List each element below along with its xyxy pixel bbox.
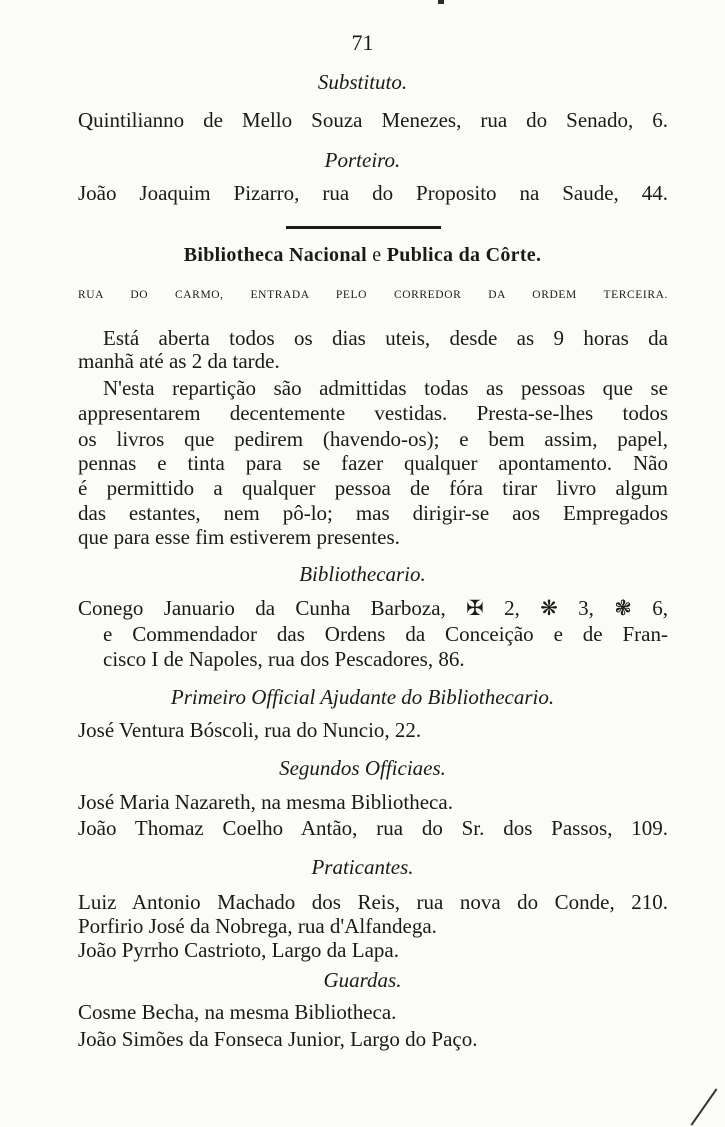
entry-segundos-officiaes: José Maria Nazareth, na mesma Bibliotheca.	[78, 790, 453, 814]
entry-bibliothecario: cisco I de Napoles, rua dos Pescadores, 86.	[103, 647, 465, 671]
paragraph-line: das estantes, nem pô-lo; mas dirigir-se aos Empregados	[78, 501, 668, 525]
entry-bibliothecario: e Commendador das Ordens da Conceição e de Fran-	[103, 622, 668, 646]
heading-guardas: Guardas.	[323, 968, 402, 992]
paragraph-line: os livros que pedirem (havendo-os); e bem assim, papel,	[78, 427, 668, 451]
paragraph-line: que para esse fim estiverem presentes.	[78, 525, 400, 549]
paragraph-line: pennas e tinta para se fazer qualquer apontamento. Não	[78, 451, 668, 475]
entry-porteiro: João Joaquim Pizarro, rua do Proposito na Saude, 44.	[78, 181, 668, 205]
heading-segundos-officiaes: Segundos Officiaes.	[279, 756, 446, 780]
page-number: 71	[351, 30, 374, 55]
entry-substituto: Quintilianno de Mello Souza Menezes, rua do Senado, 6.	[78, 108, 668, 132]
paragraph-line: Está aberta todos os dias uteis, desde as 9 horas da	[103, 326, 668, 350]
entry-guardas: Cosme Becha, na mesma Bibliotheca.	[78, 1000, 397, 1024]
margin-stroke	[691, 1088, 718, 1125]
heading-substituto: Substituto.	[317, 70, 408, 94]
address-line: RUA DO CARMO, ENTRADA PELO CORREDOR DA ORDEM TERCEIRA.	[78, 289, 668, 301]
section-divider	[286, 226, 441, 229]
entry-primeiro-official: José Ventura Bóscoli, rua do Nuncio, 22.	[78, 718, 422, 742]
print-mark	[438, 0, 444, 4]
section-title	[0, 244, 725, 267]
entry-segundos-officiaes: João Thomaz Coelho Antão, rua do Sr. dos Passos, 109.	[78, 816, 668, 840]
title-conjunction: e	[372, 244, 382, 266]
paragraph-line: manhã até as 2 da tarde.	[78, 349, 280, 373]
title-part-b: Publica da Côrte.	[386, 244, 542, 266]
entry-praticantes: Luiz Antonio Machado dos Reis, rua nova do Conde, 210.	[78, 890, 668, 914]
heading-primeiro-official: Primeiro Official Ajudante do Bibliothecario.	[170, 685, 555, 709]
heading-porteiro: Porteiro.	[324, 148, 401, 172]
paragraph-line: appresentarem decentemente vestidas. Presta-se-lhes todos	[78, 401, 668, 425]
title-part-a: Bibliotheca Nacional	[183, 244, 367, 266]
heading-praticantes: Praticantes.	[311, 855, 414, 879]
entry-bibliothecario: Conego Januario da Cunha Barboza, ✠ 2, ❋ 3, ❃ 6,	[78, 596, 668, 620]
paragraph-line: N'esta repartição são admittidas todas as pessoas que se	[103, 376, 668, 400]
entry-praticantes: João Pyrrho Castrioto, Largo da Lapa.	[78, 938, 399, 962]
paragraph-line: é permittido a qualquer pessoa de fóra tirar livro algum	[78, 476, 668, 500]
entry-guardas: João Simões da Fonseca Junior, Largo do Paço.	[78, 1027, 478, 1051]
heading-bibliothecario: Bibliothecario.	[299, 562, 426, 586]
entry-praticantes: Porfirio José da Nobrega, rua d'Alfandega.	[78, 914, 437, 938]
